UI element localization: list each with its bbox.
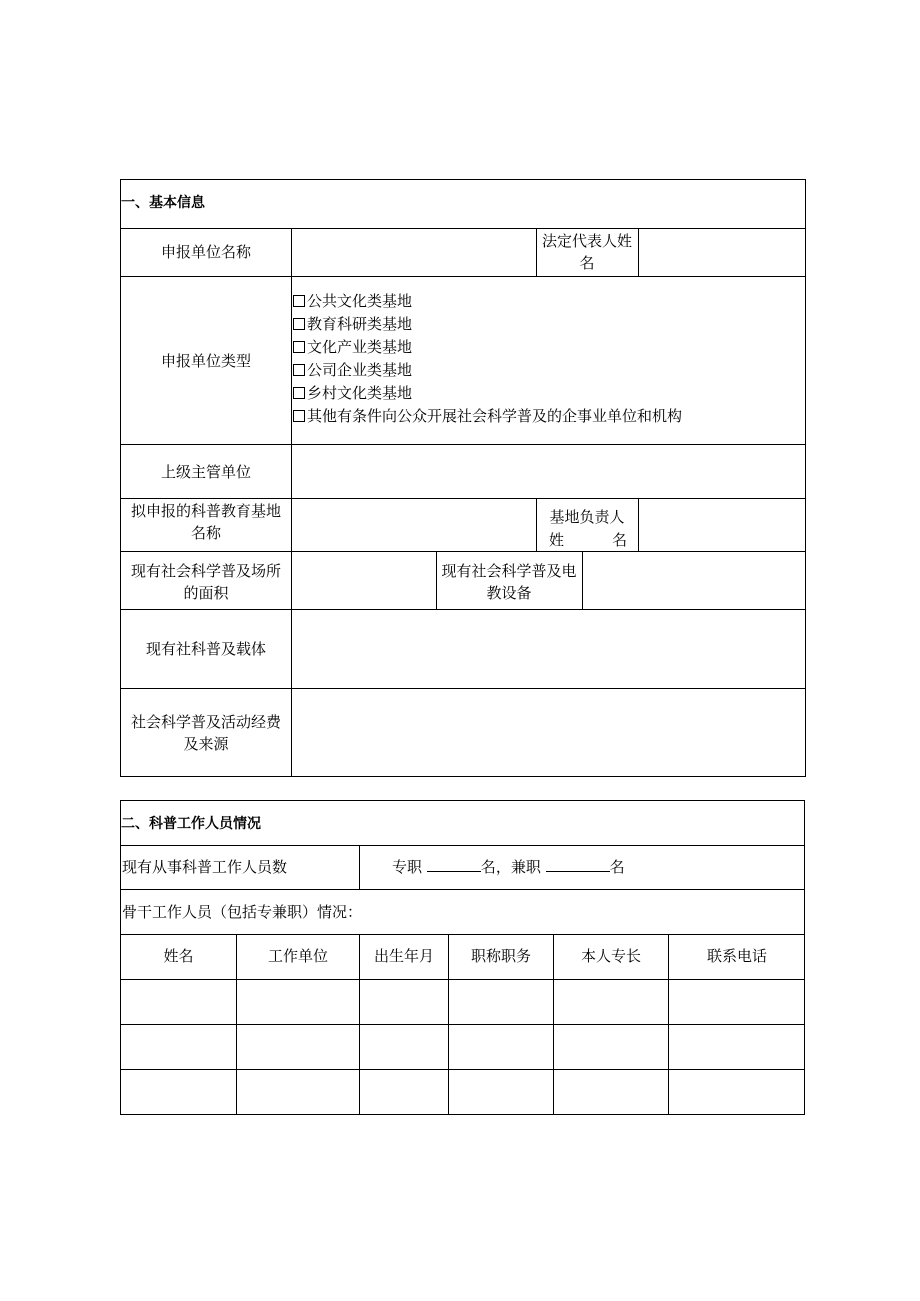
checkbox-icon[interactable] [293,364,305,376]
col-divider [536,228,537,276]
av-equipment-label: 现有社会科学普及电教设备 [441,562,577,602]
carrier-field[interactable] [292,610,805,688]
col-divider [359,845,360,889]
checkbox-icon[interactable] [293,410,305,422]
row-divider [120,889,805,890]
section-title: 一、基本信息 [121,195,205,211]
base-head-label-surname: 姓 [549,531,565,549]
type-option[interactable]: 教育科研类基地 [293,313,803,336]
column-header-expertise: 本人专长 [580,947,641,965]
col-divider [536,498,537,551]
type-option[interactable]: 公共文化类基地 [293,290,803,313]
funding-label: 社会科学普及活动经费及来源 [130,713,281,753]
base-head-field[interactable] [639,499,805,551]
venue-area-field[interactable] [292,552,436,609]
type-option[interactable]: 公司企业类基地 [293,359,803,382]
unit-label: 名 [480,858,496,876]
type-option[interactable]: 其他有条件向公众开展社会科学普及的企事业单位和机构 [293,405,803,428]
col-divider [436,551,437,609]
av-equipment-field[interactable] [583,552,805,609]
base-head-label-name: 名 [612,531,628,549]
checkbox-icon[interactable] [293,387,305,399]
base-name-field[interactable] [292,499,536,551]
column-header-title: 职称职务 [470,947,531,965]
staff-count-value [392,856,625,878]
applicant-name-label: 申报单位名称 [160,243,251,261]
row-divider [120,276,806,277]
column-header-birth: 出生年月 [373,947,434,965]
row-divider [120,934,805,935]
fulltime-label: 专职 [392,858,423,876]
applicant-type-options [293,290,803,428]
checkbox-icon[interactable] [293,295,305,307]
carrier-label: 现有社科普及载体 [145,640,266,658]
parttime-count-input[interactable] [546,857,610,872]
venue-area-label: 现有社会科学普及场所的面积 [130,562,281,602]
table-row[interactable] [121,980,805,1024]
base-head-label: 基地负责人 [549,508,625,526]
base-name-label: 拟申报的科普教育基地名称 [130,502,281,542]
unit-label: 名 [609,858,625,876]
type-option[interactable]: 文化产业类基地 [293,336,803,359]
table-row[interactable] [121,1025,805,1069]
type-option[interactable]: 乡村文化类基地 [293,382,803,405]
row-divider [120,845,805,846]
funding-field[interactable] [292,689,805,776]
supervisor-field[interactable] [292,445,805,498]
applicant-type-label: 申报单位类型 [160,352,251,370]
legal-rep-field[interactable] [639,229,805,276]
fulltime-count-input[interactable] [427,857,481,872]
column-header-phone: 联系电话 [706,947,767,965]
legal-rep-label: 法定代表人姓名 [541,232,632,272]
staff-count-label: 现有从事科普工作人员数 [122,858,288,876]
applicant-name-field[interactable] [292,229,536,276]
checkbox-icon[interactable] [293,341,305,353]
checkbox-icon[interactable] [293,318,305,330]
supervisor-label: 上级主管单位 [160,463,251,481]
column-header-name: 姓名 [163,947,194,965]
section-title: 二、科普工作人员情况 [121,816,261,832]
column-header-workplace: 工作单位 [267,947,328,965]
parttime-label: ，兼职 [495,858,541,876]
key-staff-label: 骨干工作人员（包括专兼职）情况： [122,903,363,921]
table-row[interactable] [121,1070,805,1114]
